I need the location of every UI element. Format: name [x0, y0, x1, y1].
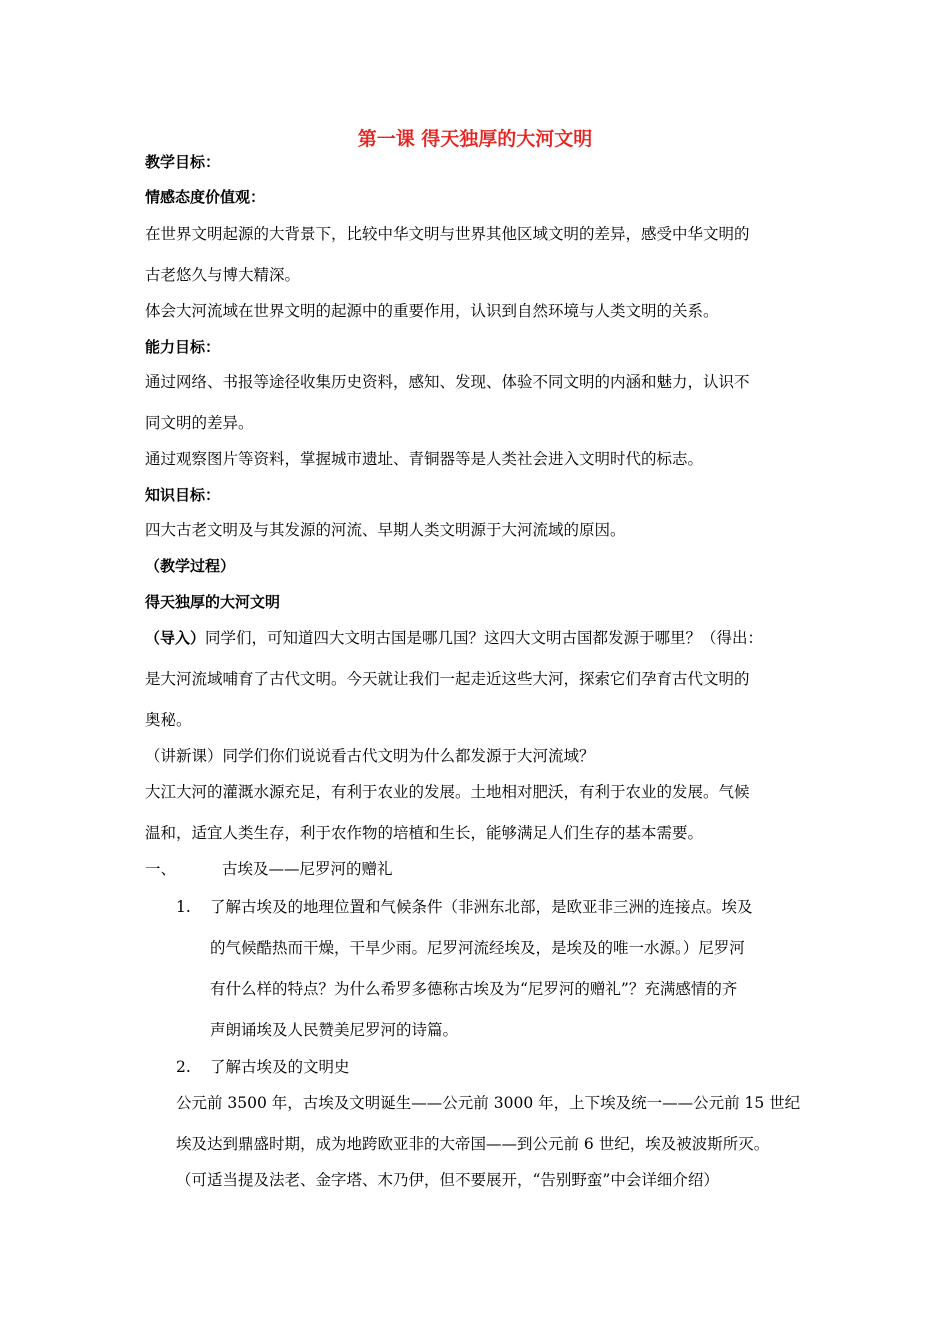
history-line: （可适当提及法老、金字塔、木乃伊，但不要展开，“告别野蛮”中会详细介绍） — [176, 1171, 719, 1189]
heading-teaching-process: （教学过程） — [145, 557, 236, 575]
section-number: 一、 — [145, 860, 177, 878]
heading-topic: 得天独厚的大河文明 — [145, 593, 281, 611]
list-item-number: 2. — [176, 1058, 191, 1076]
intro-line: 奥秘。 — [145, 711, 192, 729]
ability-line: 通过网络、书报等途径收集历史资料，感知、发现、体验不同文明的内涵和魅力，认识不 — [145, 373, 750, 391]
lecture-line: 温和，适宜人类生存，利于农作物的培植和生长，能够满足人们生存的基本需要。 — [145, 824, 704, 842]
list-item — [176, 897, 753, 917]
list-item — [176, 1057, 350, 1077]
heading-ability-objectives: 能力目标： — [145, 338, 221, 356]
list-item-line: 声朗诵埃及人民赞美尼罗河的诗篇。 — [210, 1021, 459, 1039]
ability-line: 同文明的差异。 — [145, 414, 254, 432]
lecture-line: 大江大河的灌溉水源充足，有利于农业的发展。土地相对肥沃，有利于农业的发展。气候 — [145, 783, 750, 801]
ability-line: 通过观察图片等资料，掌握城市遗址、青铜器等是人类社会进入文明时代的标志。 — [145, 450, 704, 468]
heading-emotion-attitude-values: 情感态度价值观： — [145, 188, 266, 206]
intro-label: （导入） — [145, 629, 206, 647]
history-line: 埃及达到鼎盛时期，成为地跨欧亚非的大帝国——到公元前 6 世纪，埃及被波斯所灭。 — [176, 1135, 770, 1153]
intro-paragraph-line — [145, 628, 763, 648]
list-item-text: 了解古埃及的文明史 — [210, 1058, 350, 1076]
section-heading — [145, 859, 393, 879]
heading-teaching-objectives: 教学目标： — [145, 153, 221, 171]
heading-knowledge-objectives: 知识目标： — [145, 486, 221, 504]
history-line: 公元前 3500 年，古埃及文明诞生——公元前 3000 年，上下埃及统一——公元前 15 世纪 — [176, 1094, 801, 1112]
list-item-line: 有什么样的特点？为什么希罗多德称古埃及为“尼罗河的赠礼”？充满感情的齐 — [210, 980, 738, 998]
lecture-line: （讲新课）同学们你们说说看古代文明为什么都发源于大河流域？ — [145, 747, 595, 765]
lesson-title: 第一课 得天独厚的大河文明 — [357, 128, 593, 150]
intro-text: 同学们，可知道四大文明古国是哪几国？这四大文明古国都发源于哪里？（得出： — [205, 629, 764, 647]
list-item-line: 的气候酷热而干燥，干旱少雨。尼罗河流经埃及，是埃及的唯一水源。）尼罗河 — [210, 939, 745, 957]
list-item-number: 1. — [176, 898, 191, 916]
intro-line: 是大河流域哺育了古代文明。今天就让我们一起走近这些大河，探索它们孕育古代文明的 — [145, 670, 750, 688]
section-title: 古埃及——尼罗河的赠礼 — [222, 860, 393, 878]
list-item-text: 了解古埃及的地理位置和气候条件（非洲东北部，是欧亚非三洲的连接点。埃及 — [210, 898, 753, 916]
knowledge-line: 四大古老文明及与其发源的河流、早期人类文明源于大河流域的原因。 — [145, 521, 626, 539]
emotion-line: 体会大河流域在世界文明的起源中的重要作用，认识到自然环境与人类文明的关系。 — [145, 302, 719, 320]
emotion-line: 在世界文明起源的大背景下，比较中华文明与世界其他区域文明的差异，感受中华文明的 — [145, 225, 750, 243]
emotion-line: 古老悠久与博大精深。 — [145, 266, 301, 284]
